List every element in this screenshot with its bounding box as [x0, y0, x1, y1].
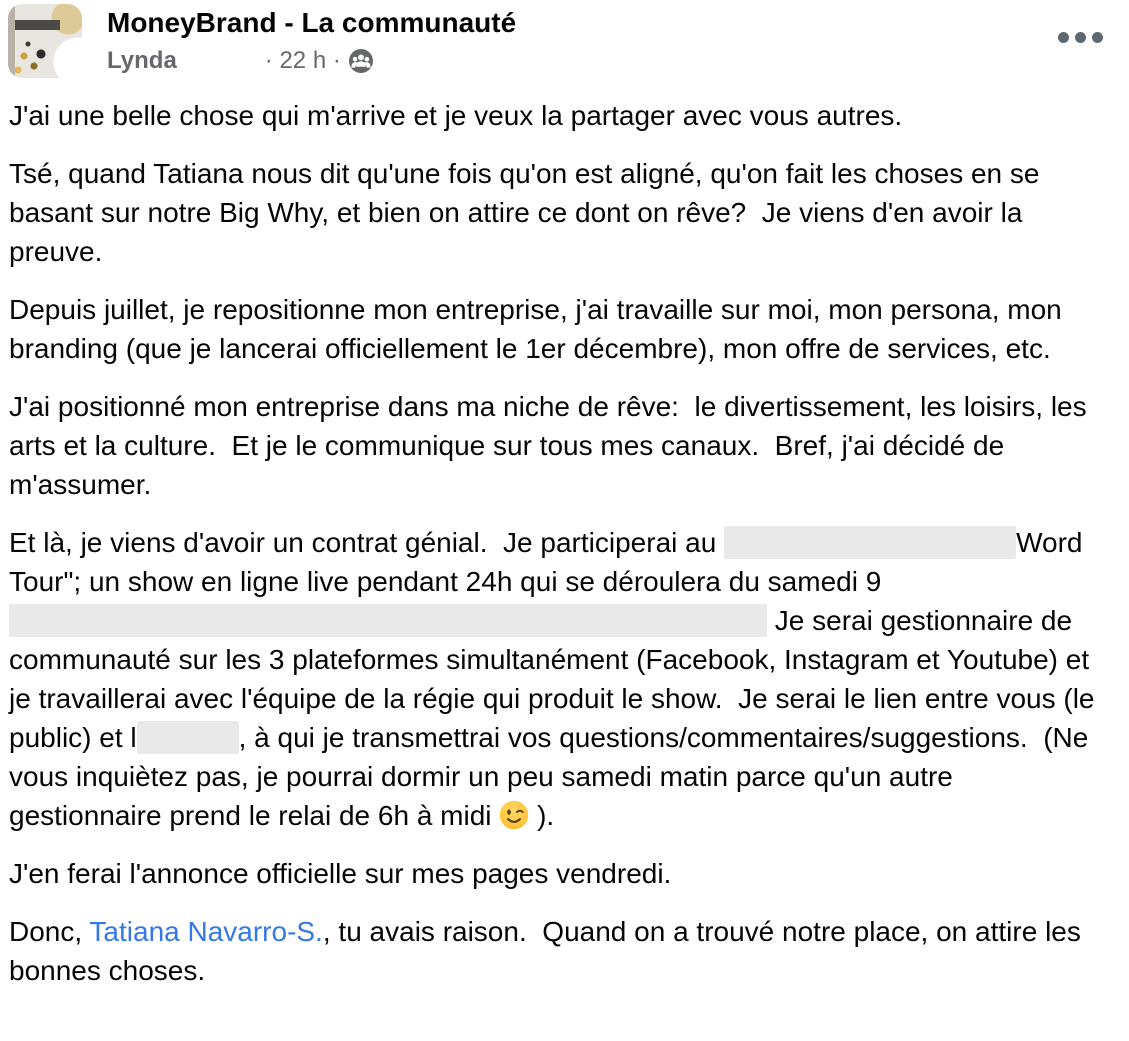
post-text: Tsé, quand Tatiana nous dit qu'une fois qu'on est aligné, qu'on fait les choses en se basant sur notre Big Why, et bien on attire ce dont on rêve? Je viens d'en avoir la preuve.: [9, 158, 1048, 267]
post-menu-button[interactable]: [1052, 26, 1109, 49]
wink-emoji: [499, 800, 529, 830]
post-text: Je serai gestionnaire de communauté sur les 3 plateformes simultanément (Facebook, Instagram et Youtube) et je travaillerai avec l'équipe de la régie qui produit le show. Je serai le lien entre vous (le public) et l: [9, 605, 1103, 753]
post-paragraph: [9, 96, 1109, 135]
post-paragraph: [9, 854, 1109, 893]
post-text: , tu avais raison. Quand on a trouvé notre place, on attire les bonnes choses.: [9, 916, 1089, 986]
ellipsis-icon: [1058, 32, 1069, 43]
post-text: Word Tour"; un show en ligne live pendant 24h qui se déroulera du samedi 9: [9, 527, 1090, 597]
post-text: Donc,: [9, 916, 90, 947]
redacted-text: [724, 526, 1016, 559]
post-body: [0, 78, 1129, 990]
group-avatar[interactable]: [8, 4, 82, 78]
post-header: [0, 0, 1129, 78]
post-text: Depuis juillet, je repositionne mon entreprise, j'ai travaille sur moi, mon persona, mon branding (que je lancerai officiellement le 1er décembre), mon offre de services, etc.: [9, 294, 1070, 364]
post-paragraph: [9, 290, 1109, 368]
post-byline: [107, 46, 516, 76]
redacted-text: [137, 721, 239, 754]
post-text: J'en ferai l'annonce officielle sur mes pages vendredi.: [9, 858, 672, 889]
post-text: Et là, je viens d'avoir un contrat génial. Je participerai au: [9, 527, 725, 558]
post-timestamp[interactable]: · 22 h ·: [264, 47, 341, 74]
post-text: J'ai une belle chose qui m'arrive et je veux la partager avec vous autres.: [9, 100, 903, 131]
post-text: ).: [529, 800, 555, 831]
group-privacy-icon: [348, 48, 374, 74]
post-header-text: [107, 2, 516, 76]
post-paragraph: [9, 154, 1109, 271]
redacted-text: [9, 604, 767, 637]
group-name-link[interactable]: MoneyBrand - La communauté: [107, 7, 517, 38]
author-name-link[interactable]: Lynda: [107, 47, 177, 74]
post-paragraph: [9, 387, 1109, 504]
post-paragraph: [9, 523, 1109, 835]
post-text: J'ai positionné mon entreprise dans ma niche de rêve: le divertissement, les loisirs, les arts et la culture. Et je le communique sur tous mes canaux. Bref, j'ai décidé de m'assumer.: [9, 391, 1095, 500]
mention-link[interactable]: Tatiana Navarro-S.: [89, 916, 323, 947]
post-paragraph: [9, 912, 1109, 990]
post-text: , à qui je transmettrai vos questions/commentaires/suggestions. (Ne vous inquiètez pas, je pourrai dormir un peu samedi matin parce qu'un autre gestionnaire prend le relai de 6h à midi: [9, 722, 1097, 831]
